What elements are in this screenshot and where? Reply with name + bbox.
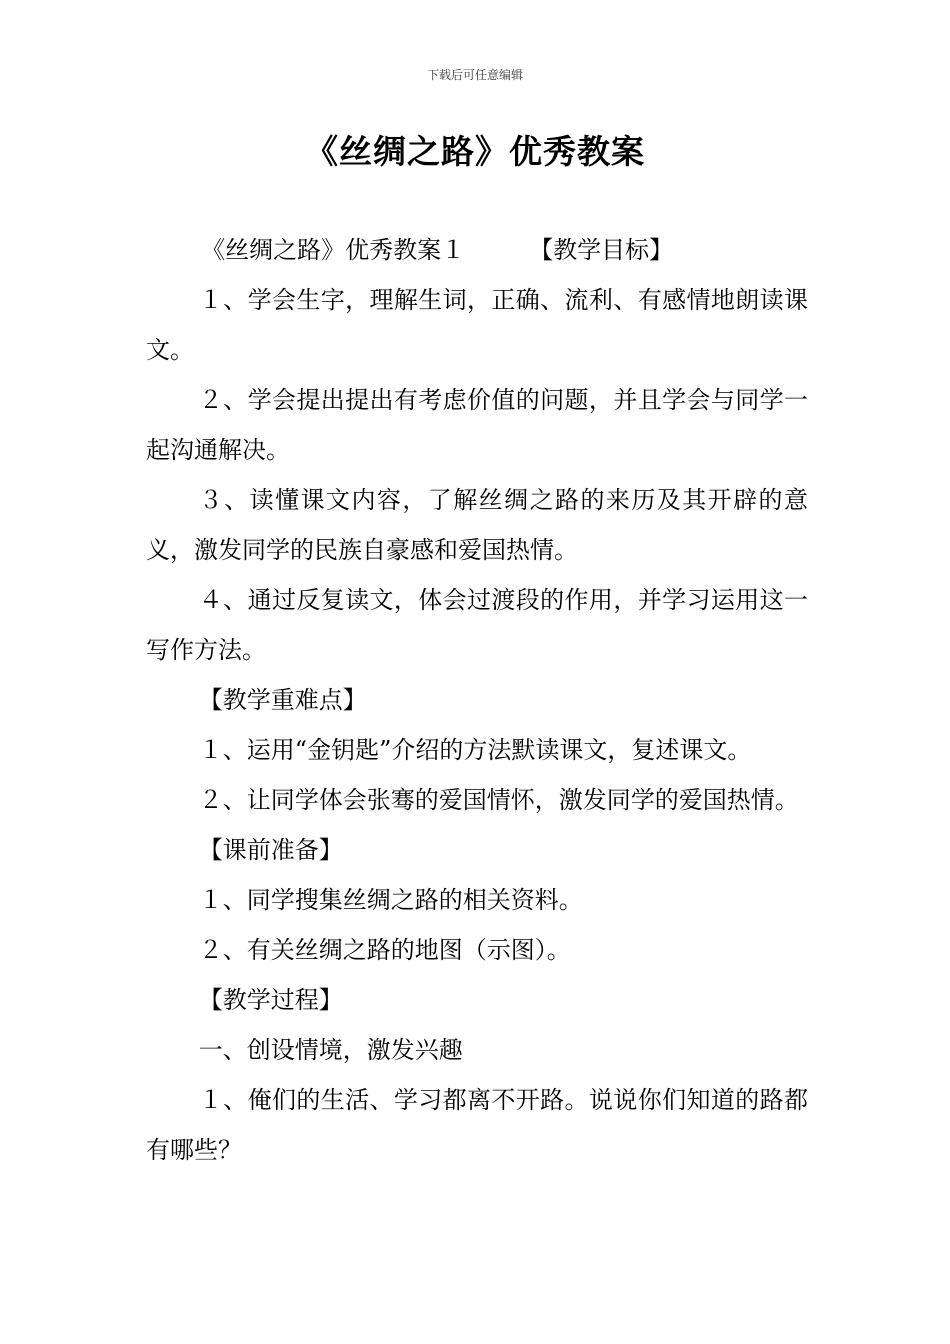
process-step-heading: 一、创设情境，激发兴趣 <box>198 1036 463 1064</box>
header-note: 下载后可任意编辑 <box>426 68 523 82</box>
intro-lead: 《丝绸之路》优秀教案１ <box>201 236 466 264</box>
goal-item-3: ３、读懂课文内容，了解丝绸之路的来历及其开辟的意义，激发同学的民族自豪感和爱国热情。 <box>146 486 808 564</box>
key-point-item-2: ２、让同学体会张骞的爱国情怀，激发同学的爱国热情。 <box>198 786 799 814</box>
intro-paragraph <box>146 225 808 275</box>
goal-item-4: ４、通过反复读文，体会过渡段的作用，并学习运用这一写作方法。 <box>146 586 808 664</box>
document-title: 《丝绸之路》优秀教案 <box>305 132 645 171</box>
section-heading-goal: 【教学目标】 <box>529 236 674 264</box>
process-item-1: １、俺们的生活、学习都离不开路。说说你们知道的路都有哪些？ <box>146 1086 808 1164</box>
preparation-item-2: ２、有关丝绸之路的地图（示图）。 <box>198 936 571 964</box>
goal-item-2: ２、学会提出提出有考虑价值的问题，并且学会与同学一起沟通解决。 <box>146 386 808 464</box>
section-heading-process: 【教学过程】 <box>198 986 343 1014</box>
preparation-item-1: １、同学搜集丝绸之路的相关资料。 <box>198 886 583 914</box>
document-body <box>146 225 808 1175</box>
key-point-item-1: １、运用“金钥匙”介绍的方法默读课文，复述课文。 <box>198 736 752 764</box>
goal-item-1: １、学会生字，理解生词，正确、流利、有感情地朗读课文。 <box>146 286 808 364</box>
section-heading-preparation: 【课前准备】 <box>198 836 343 864</box>
section-heading-key-points: 【教学重难点】 <box>198 686 367 714</box>
